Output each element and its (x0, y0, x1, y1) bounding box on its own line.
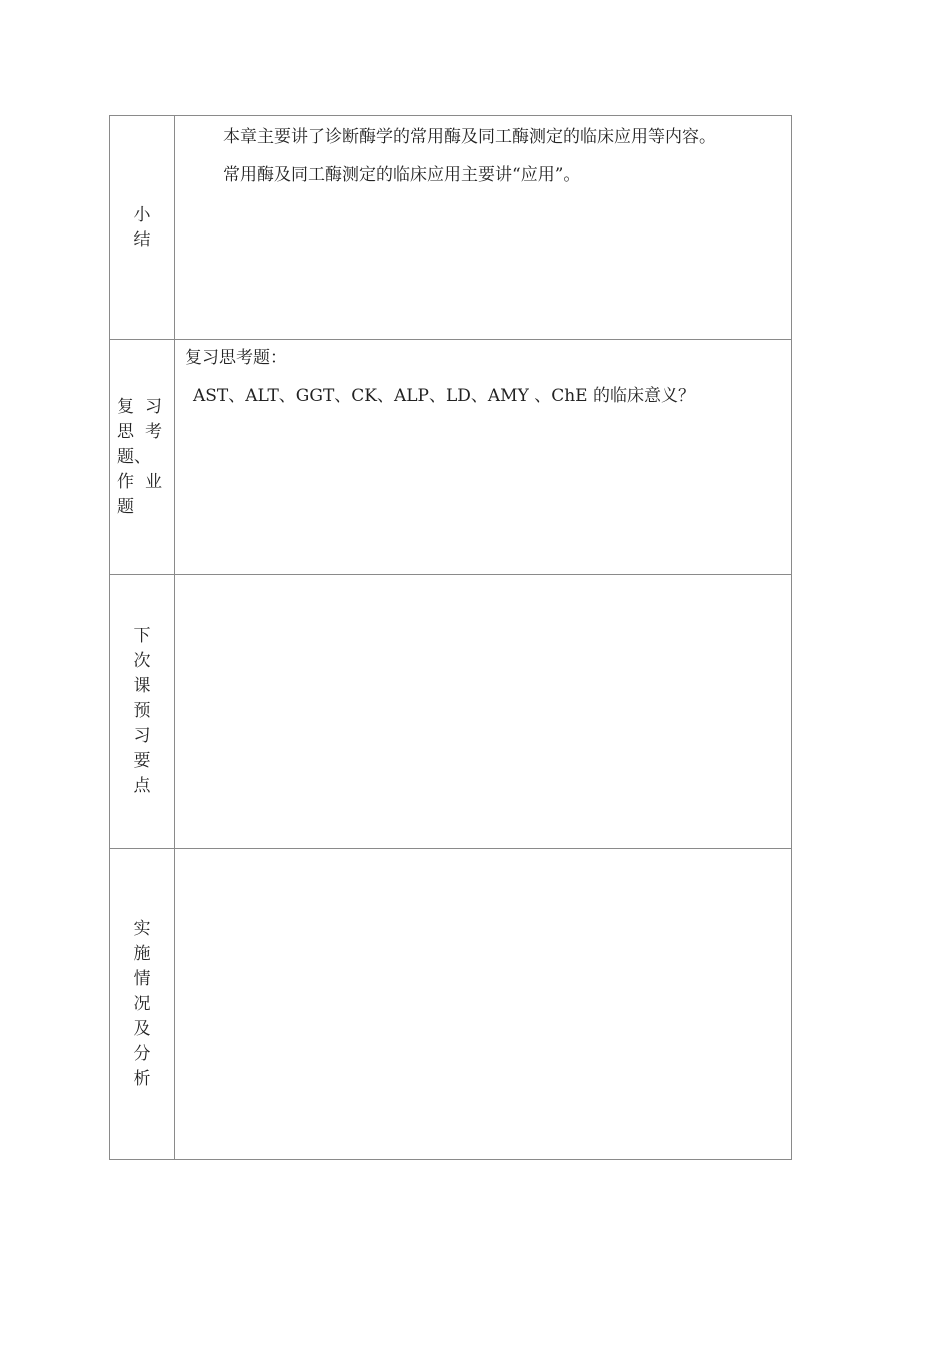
review-label (117, 395, 167, 520)
implementation-label-char: 施 (133, 943, 151, 964)
implementation-label-char: 实 (133, 918, 151, 939)
review-heading: 复习思考题： (185, 348, 287, 368)
implementation-label-char: 分 (133, 1043, 151, 1064)
review-text (175, 340, 791, 410)
implementation-label-char: 及 (133, 1018, 151, 1039)
implementation-content-cell (175, 849, 792, 1160)
implementation-label-char: 况 (133, 993, 151, 1014)
implementation-label-char: 析 (133, 1068, 151, 1089)
summary-line: 常用酶及同工酶测定的临床应用主要讲“应用”。 (223, 165, 581, 185)
summary-label (133, 203, 151, 253)
next-preview-label-char: 下 (133, 626, 151, 646)
review-label-line: 题、 (117, 446, 151, 467)
implementation-label-cell (110, 849, 175, 1160)
summary-label-char: 小 (133, 204, 151, 225)
summary-content-cell (175, 116, 792, 340)
review-label-line: 复 习 (117, 396, 162, 417)
review-label-cell (110, 340, 175, 575)
next-preview-row (110, 575, 792, 849)
summary-label-cell (110, 116, 175, 340)
review-label-line: 思 考 (117, 421, 162, 442)
next-preview-label-char: 课 (133, 676, 151, 696)
summary-line: 本章主要讲了诊断酶学的常用酶及同工酶测定的临床应用等内容。 (223, 127, 716, 147)
next-preview-label-char: 预 (133, 701, 151, 721)
next-preview-label (133, 624, 151, 799)
summary-row (110, 116, 792, 340)
next-preview-label-char: 习 (133, 726, 151, 746)
lesson-plan-table (109, 115, 792, 1160)
review-question: AST、ALT、GGT、CK、ALP、LD、AMY 、ChE 的临床意义？ (193, 386, 695, 406)
implementation-label-char: 情 (133, 968, 151, 989)
review-label-line: 作 业 (117, 471, 162, 492)
next-preview-label-char: 点 (133, 776, 151, 796)
review-label-line: 题 (117, 496, 134, 517)
next-preview-content-cell (175, 575, 792, 849)
summary-label-char: 结 (133, 229, 151, 250)
implementation-label (133, 917, 151, 1092)
next-preview-label-char: 要 (133, 751, 151, 771)
next-preview-label-char: 次 (133, 651, 151, 671)
review-content-cell (175, 340, 792, 575)
review-row (110, 340, 792, 575)
next-preview-label-cell (110, 575, 175, 849)
implementation-row (110, 849, 792, 1160)
summary-text (175, 116, 791, 194)
